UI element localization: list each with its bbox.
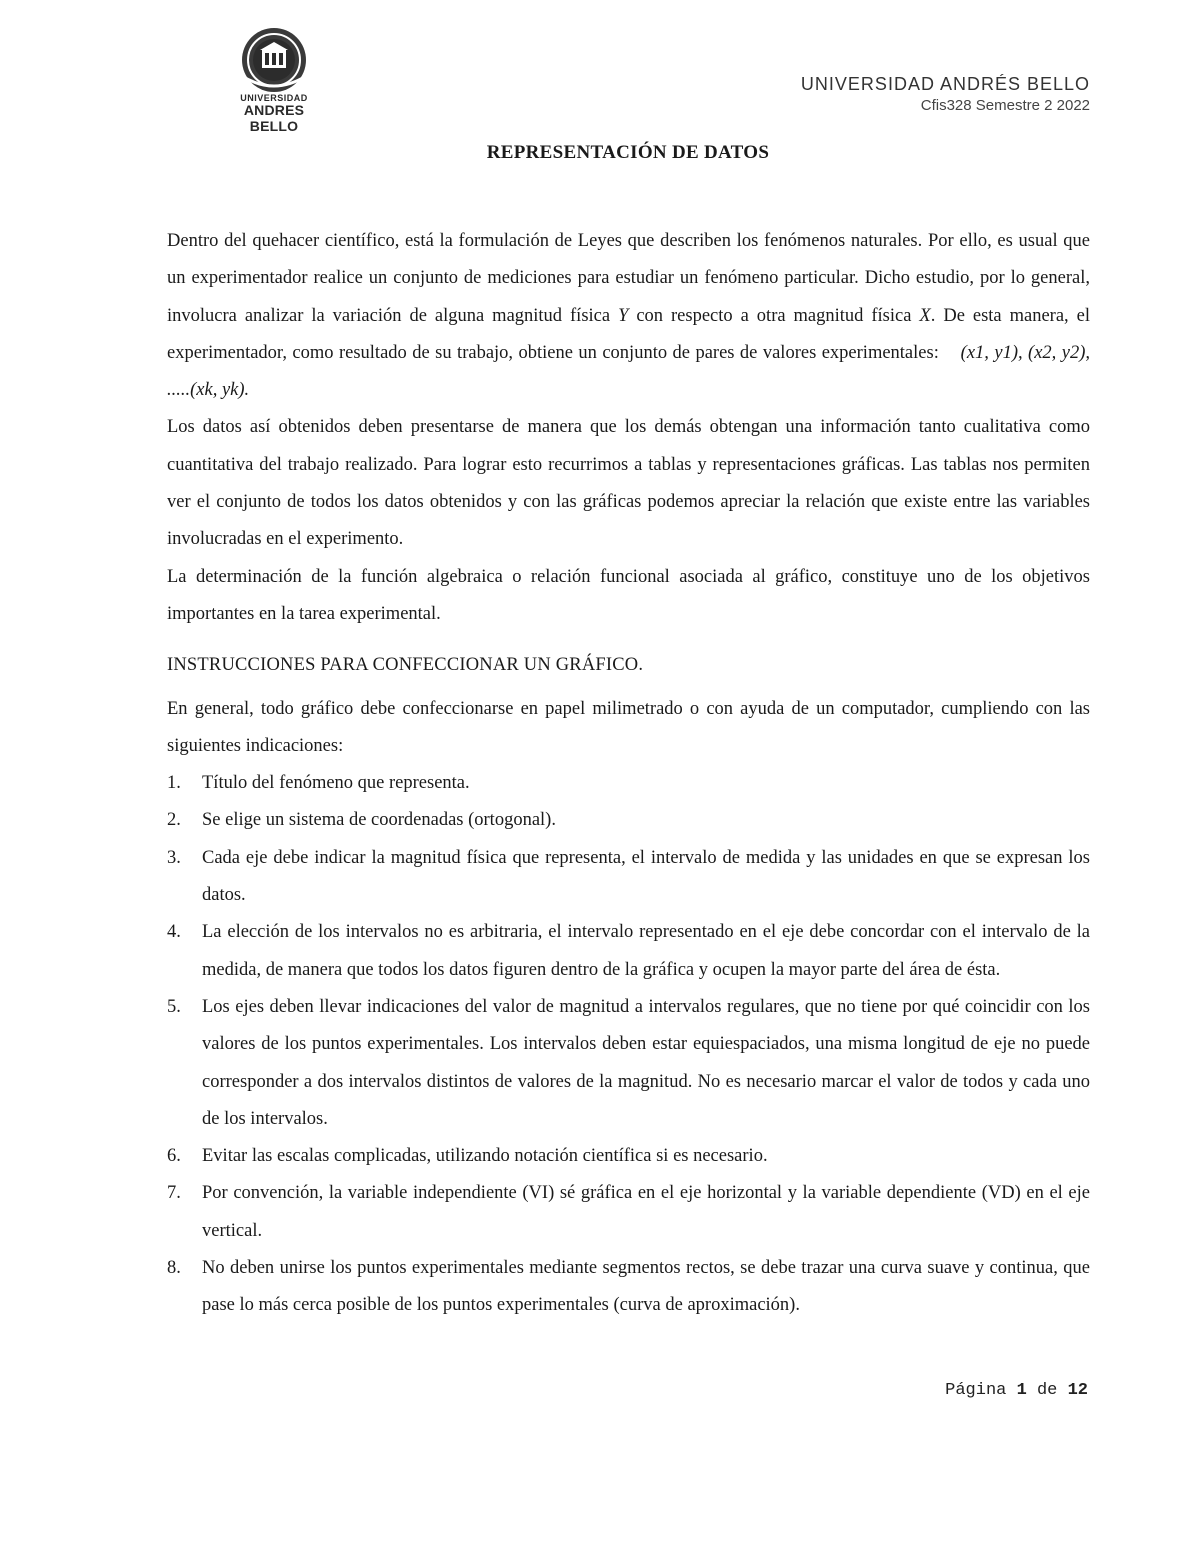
university-logo	[218, 26, 330, 134]
list-item-number: 1.	[167, 773, 181, 794]
list-item-text: Se elige un sistema de coordenadas (ortogonal).	[202, 810, 556, 831]
intro-text-3: . De esta manera, el experimentador, como resultado de su trabajo, obtiene un conjunto de pares de valores experimentales:	[167, 305, 1090, 363]
page-title: REPRESENTACIÓN DE DATOS	[486, 142, 770, 163]
intro-paragraph-3: La determinación de la función algebraica o relación funcional asociada al gráfico, constituye uno de los objetivos importantes en la tarea experimental.	[167, 566, 1090, 624]
list-item-text: No deben unirse los puntos experimentales mediante segmentos rectos, se debe trazar una curva suave y continua, que pase lo más cerca posible de los puntos experimentales (curva de aproximación).	[202, 1258, 1090, 1316]
total-pages: 12	[1067, 1381, 1088, 1400]
list-item-text: Cada eje debe indicar la magnitud física que representa, el intervalo de medida y las unidades en que se expresan los datos.	[202, 847, 1090, 906]
logo-line-1: UNIVERSIDAD	[240, 93, 308, 103]
list-item-number: 2.	[167, 810, 181, 831]
variable-x: X	[919, 305, 931, 326]
list-item	[167, 914, 1090, 989]
logo-line-2: ANDRES BELLO	[243, 102, 305, 134]
list-item-number: 8.	[167, 1258, 181, 1279]
list-item-text: Por convención, la variable independiente (VI) sé gráfica en el eje horizontal y la variable dependiente (VD) en el eje vertical.	[202, 1183, 1090, 1241]
intro-text-2: con respecto a otra magnitud física	[628, 305, 920, 326]
section-heading: INSTRUCCIONES PARA CONFECCIONAR UN GRÁFICO.	[167, 655, 644, 676]
variable-y: Y	[618, 305, 629, 326]
list-item-text: Los ejes deben llevar indicaciones del valor de magnitud a intervalos regulares, que no tiene por qué coincidir con los valores de los puntos experimentales. Los intervalos deben estar equiespaciados, una misma longitud de eje no puede corresponder a dos intervalos distintos de valores de la magnitud. No es necesario marcar el valor de todos y cada uno de los intervalos.	[202, 996, 1090, 1129]
header-university: UNIVERSIDAD ANDRÉS BELLO	[800, 74, 1090, 94]
list-item	[167, 765, 1090, 802]
list-item-text: Título del fenómeno que representa.	[202, 773, 470, 794]
page-number	[945, 1381, 1088, 1400]
experimental-pairs: (x1, y1), (x2, y2), .....(xk, yk).	[167, 342, 1090, 401]
instructions-list	[167, 765, 1090, 1324]
intro-paragraph-1	[167, 223, 1090, 409]
current-page: 1	[1016, 1381, 1027, 1400]
list-item	[167, 802, 1090, 839]
list-item-number: 4.	[167, 922, 181, 943]
section-lead: En general, todo gráfico debe confeccionarse en papel milimetrado o con ayuda de un computador, cumpliendo con las siguientes indicaciones:	[167, 698, 1090, 756]
list-item-number: 6.	[167, 1146, 181, 1167]
university-seal-icon	[218, 26, 330, 94]
intro-text-1: Dentro del quehacer científico, está la formulación de Leyes que describen los fenómenos naturales. Por ello, es usual que un experimentador realice un conjunto de mediciones para estudiar un fenómeno particular. Dicho estudio, por lo general, involucra analizar la variación de alguna magnitud física	[167, 231, 1090, 326]
header-course: Cfis328 Semestre 2 2022	[920, 97, 1090, 114]
list-item	[167, 989, 1090, 1138]
list-item	[167, 840, 1090, 915]
page-label: Página	[945, 1381, 1007, 1400]
list-item	[167, 1175, 1090, 1250]
list-item	[167, 1250, 1090, 1325]
list-item	[167, 1138, 1090, 1175]
document-body	[167, 223, 1090, 1325]
of-label: de	[1036, 1381, 1058, 1400]
document-header	[801, 72, 1090, 116]
intro-paragraph-2: Los datos así obtenidos deben presentarse de manera que los demás obtengan una información tanto cualitativa como cuantitativa del trabajo realizado. Para lograr esto recurrimos a tablas y representaciones gráficas. Las tablas nos permiten ver el conjunto de todos los datos obtenidos y con las gráficas podemos apreciar la relación que existe entre las variables involucradas en el experimento.	[167, 417, 1090, 550]
list-item-number: 5.	[167, 996, 181, 1017]
list-item-number: 7.	[167, 1183, 181, 1204]
list-item-text: La elección de los intervalos no es arbitraria, el intervalo representado en el eje debe concordar con el intervalo de la medida, de manera que todos los datos figuren dentro de la gráfica y ocupen la mayor parte del área de ésta.	[202, 922, 1090, 980]
list-item-number: 3.	[167, 847, 181, 868]
list-item-text: Evitar las escalas complicadas, utilizando notación científica si es necesario.	[202, 1146, 768, 1167]
